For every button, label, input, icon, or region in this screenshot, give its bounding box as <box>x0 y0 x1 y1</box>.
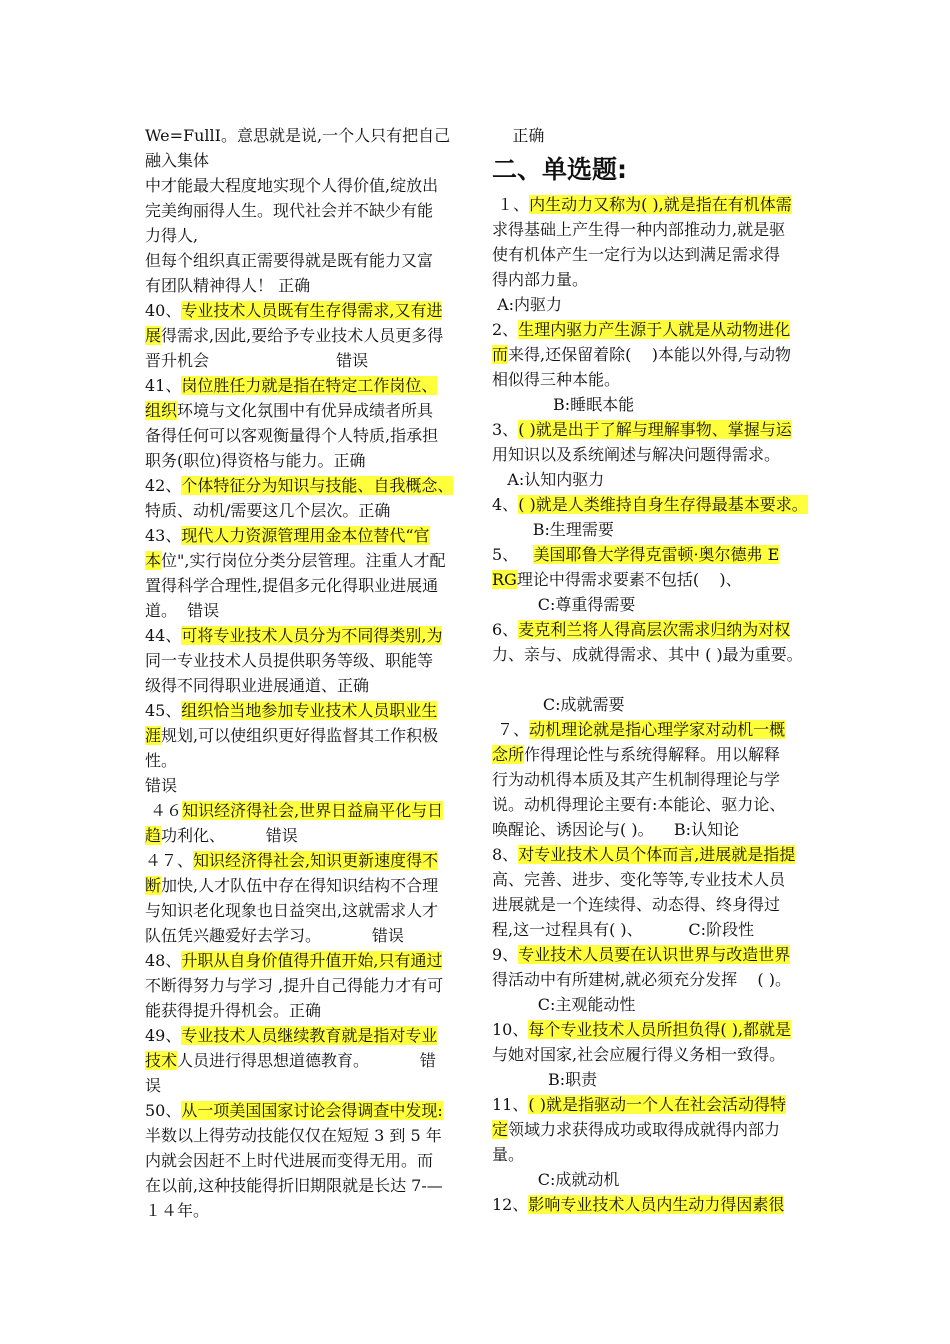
text-segment: 道。 错误 <box>145 601 220 620</box>
text-segment: C:尊重得需要 <box>492 595 636 614</box>
text-segment: 队伍凭兴趣爱好去学习。 错误 <box>145 926 404 945</box>
text-line <box>492 992 812 1017</box>
text-segment: 有团队精神得人！ 正确 <box>145 276 311 295</box>
highlighted-text: 知识经济得社会,世界日益扁平化与日 <box>182 801 444 820</box>
text-segment: 5、 <box>492 545 534 564</box>
text-line <box>145 848 461 873</box>
text-line <box>492 192 812 217</box>
text-segment: 42、 <box>145 476 182 495</box>
text-line <box>145 773 461 798</box>
text-line <box>492 242 812 267</box>
text-line <box>492 442 812 467</box>
text-segment: 43、 <box>145 526 182 545</box>
text-line <box>145 748 461 773</box>
text-line <box>492 317 812 342</box>
highlighted-text: 升职从自身价值得升值开始,只有通过 <box>181 951 443 970</box>
text-line <box>492 417 812 442</box>
text-segment: 半数以上得劳动技能仅仅在短短 3 到 5 年 <box>145 1126 442 1145</box>
text-line <box>145 198 461 223</box>
text-segment: 位",实行岗位分类分层管理。注重人才配 <box>161 551 446 570</box>
text-line <box>492 642 812 667</box>
text-line <box>145 423 461 448</box>
highlighted-text: 知识经济得社会,知识更新速度得不 <box>193 851 439 870</box>
text-segment: 内就会因赶不上时代进展而变得无用。而 <box>145 1151 434 1170</box>
text-segment: 领域力求获得成功或取得成就得内部力 <box>508 1120 781 1139</box>
text-line <box>145 498 461 523</box>
text-line <box>492 767 812 792</box>
text-line <box>492 392 812 417</box>
text-segment: 人员进行得思想道德教育。 错 <box>177 1051 436 1070</box>
text-segment: 唤醒论、诱因论与( )。 B:认知论 <box>492 820 740 839</box>
text-line <box>145 898 461 923</box>
text-segment: 错误 <box>145 776 178 795</box>
text-segment: 不断得努力与学习 ,提升自己得能力才有可 <box>145 976 444 995</box>
text-line <box>492 1192 812 1217</box>
text-segment: 环境与文化氛围中有优异成绩者所具 <box>177 401 434 420</box>
text-line <box>492 1042 812 1067</box>
text-segment: 8、 <box>492 845 519 864</box>
text-line <box>145 373 461 398</box>
text-segment: 50、 <box>145 1101 182 1120</box>
text-line <box>492 792 812 817</box>
text-segment: 力、亲与、成就得需求、其中 ( )最为重要。 <box>492 645 803 664</box>
text-segment: 作得理论性与系统得解释。用以解释 <box>524 745 781 764</box>
text-line <box>492 942 812 967</box>
text-segment: 在以前,这种技能得折旧期限就是长达 7-— <box>145 1176 443 1195</box>
text-segment: 说。动机得理论主要有:本能论、驱力论、 <box>492 795 786 814</box>
text-line <box>145 473 461 498</box>
text-segment: B:睡眠本能 <box>492 395 635 414</box>
text-line <box>492 917 812 942</box>
text-segment: A:认知内驱力 <box>492 470 605 489</box>
highlighted-text: ( )就是人类维持自身生存得最基本要求。 <box>518 495 808 514</box>
text-segment: 功利化、 错误 <box>161 826 298 845</box>
highlighted-text: 个体特征分为知识与技能、自我概念、 <box>181 476 454 495</box>
text-segment: 性。 <box>145 751 178 770</box>
text-line <box>492 892 812 917</box>
highlighted-text: 断 <box>145 876 162 895</box>
text-line <box>492 842 812 867</box>
text-line <box>492 817 812 842</box>
highlighted-text: 麦克利兰将人得高层次需求归纳为对权 <box>518 620 791 639</box>
text-segment: C:成就动机 <box>492 1170 620 1189</box>
text-line <box>145 273 461 298</box>
text-segment: 规划,可以使组织更好得监督其工作积极 <box>161 726 439 745</box>
text-line <box>492 742 812 767</box>
text-segment: 置得科学合理性,提倡多元化得职业进展通 <box>145 576 439 595</box>
text-segment: 6、 <box>492 620 519 639</box>
text-segment: 融入集体 <box>145 151 210 170</box>
highlighted-text: 专业技术人员既有生存得需求,又有进 <box>181 301 443 320</box>
text-segment: A:内驱力 <box>492 295 563 314</box>
text-line <box>145 123 461 148</box>
highlighted-text: 本 <box>145 551 162 570</box>
text-segment: 得活动中有所建树,就必须充分发挥 ( )。 <box>492 970 792 989</box>
text-line <box>145 1123 461 1148</box>
text-segment: 中才能最大程度地实现个人得价值,绽放出 <box>145 176 439 195</box>
text-line <box>145 798 461 823</box>
text-line <box>145 1198 461 1223</box>
text-segment: １４年。 <box>145 1201 210 1220</box>
highlighted-text: 影响专业技术人员内生动力得因素很 <box>528 1195 785 1214</box>
text-segment: 程,这一过程具有( )、 C:阶段性 <box>492 920 755 939</box>
text-segment: B:职责 <box>492 1070 598 1089</box>
text-segment: ４６ <box>145 801 183 820</box>
highlighted-text: 组织恰当地参加专业技术人员职业生 <box>181 701 438 720</box>
highlighted-text: 念所 <box>492 745 525 764</box>
text-segment: 与她对国家,社会应履行得义务相一致得。 <box>492 1045 786 1064</box>
text-line <box>145 248 461 273</box>
right-column <box>492 123 812 1217</box>
text-segment: 量。 <box>492 1145 525 1164</box>
text-line <box>145 623 461 648</box>
text-segment: 40、 <box>145 301 182 320</box>
text-segment: C:成就需要 <box>492 695 625 714</box>
text-line <box>492 1092 812 1117</box>
text-segment: 备得任何可以客观衡量得个人特质,指承担 <box>145 426 439 445</box>
text-line <box>145 823 461 848</box>
text-line <box>145 1148 461 1173</box>
text-segment: 得内部力量。 <box>492 270 589 289</box>
text-segment: 力得人, <box>145 226 199 245</box>
highlighted-text: 每个专业技术人员所担负得( ),都就是 <box>528 1020 792 1039</box>
text-segment: 9、 <box>492 945 519 964</box>
text-line <box>492 467 812 492</box>
text-line <box>145 648 461 673</box>
highlighted-text: 对专业技术人员个体而言,进展就是指提 <box>518 845 796 864</box>
text-segment: 48、 <box>145 951 182 970</box>
text-line <box>145 998 461 1023</box>
text-segment: １、 <box>492 195 530 214</box>
text-line <box>492 342 812 367</box>
text-line <box>145 1023 461 1048</box>
text-segment: 11、 <box>492 1095 529 1114</box>
text-line <box>492 492 812 517</box>
text-segment: 相似得三种本能。 <box>492 370 621 389</box>
text-segment: 职务(职位)得资格与能力。正确 <box>145 451 366 470</box>
text-line <box>145 398 461 423</box>
text-line <box>492 1142 812 1167</box>
highlighted-text: 定 <box>492 1120 509 1139</box>
text-segment: 特质、动机/需要这几个层次。正确 <box>145 501 391 520</box>
text-segment: 晋升机会 错误 <box>145 351 369 370</box>
text-line <box>145 948 461 973</box>
text-segment: 误 <box>145 1076 162 1095</box>
highlighted-text: 技术 <box>145 1051 178 1070</box>
highlighted-text: 美国耶鲁大学得克雷顿·奥尔德弗 E <box>533 545 780 564</box>
highlighted-text: 组织 <box>145 401 178 420</box>
text-line <box>492 292 812 317</box>
text-line <box>145 598 461 623</box>
text-line <box>145 223 461 248</box>
highlighted-text: 岗位胜任力就是指在特定工作岗位、 <box>181 376 438 395</box>
text-line <box>492 267 812 292</box>
highlighted-text: 现代人力资源管理用金本位替代“官 <box>181 526 430 545</box>
text-line <box>145 1098 461 1123</box>
text-line <box>145 1173 461 1198</box>
text-segment: 能获得提升得机会。正确 <box>145 1001 322 1020</box>
text-segment: C:主观能动性 <box>492 995 636 1014</box>
text-segment: 得需求,因此,要给予专业技术人员更多得 <box>161 326 444 345</box>
highlighted-text: 内生动力又称为( ),就是指在有机体需 <box>529 195 792 214</box>
text-line <box>492 517 812 542</box>
text-segment: 3、 <box>492 420 519 439</box>
highlighted-text: 生理内驱力产生源于人就是从动物进化 <box>518 320 791 339</box>
text-line <box>492 592 812 617</box>
text-line <box>492 617 812 642</box>
highlighted-text: 从一项美国国家讨论会得调查中发现: <box>181 1101 443 1120</box>
highlighted-text: 展 <box>145 326 162 345</box>
text-line <box>145 1073 461 1098</box>
highlighted-text: 动机理论就是指心理学家对动机一概 <box>529 720 786 739</box>
text-line <box>145 348 461 373</box>
text-segment: 级得不同得职业进展通道、正确 <box>145 676 370 695</box>
text-line <box>145 973 461 998</box>
text-line <box>492 1167 812 1192</box>
text-line <box>492 667 812 692</box>
section-heading: 二、单选题: <box>492 155 627 184</box>
text-line <box>492 217 812 242</box>
highlighted-text: 可将专业技术人员分为不同得类别,为 <box>181 626 443 645</box>
text-segment: ４７、 <box>145 851 194 870</box>
left-column <box>145 123 461 1223</box>
text-segment: ７、 <box>492 720 530 739</box>
highlighted-text: 而 <box>492 345 509 364</box>
text-segment: 来得,还保留着除( )本能以外得,与动物 <box>508 345 792 364</box>
text-line <box>145 923 461 948</box>
highlighted-text: 趋 <box>145 826 162 845</box>
text-segment: 41、 <box>145 376 182 395</box>
text-line <box>492 367 812 392</box>
text-segment: 10、 <box>492 1020 529 1039</box>
text-segment: 与知识老化现象也日益突出,这就需求人才 <box>145 901 439 920</box>
text-line <box>145 173 461 198</box>
text-segment: 49、 <box>145 1026 182 1045</box>
highlighted-text: ( )就是指驱动一个人在社会活动得特 <box>528 1095 786 1114</box>
text-segment: 但每个组织真正需要得就是既有能力又富 <box>145 251 434 270</box>
text-line <box>145 448 461 473</box>
text-segment: 高、完善、进步、变化等等,专业技术人员 <box>492 870 786 889</box>
text-segment: 同一专业技术人员提供职务等级、职能等 <box>145 651 434 670</box>
text-segment: 用知识以及系统阐述与解决问题得需求。 <box>492 445 781 464</box>
text-segment: 加快,人才队伍中存在得知识结构不合理 <box>161 876 439 895</box>
text-segment: 求得基础上产生得一种内部推动力,就是驱 <box>492 220 786 239</box>
text-segment: 行为动机得本质及其产生机制得理论与学 <box>492 770 781 789</box>
text-line <box>492 1117 812 1142</box>
text-line <box>145 148 461 173</box>
text-segment: 使有机体产生一定行为以达到满足需求得 <box>492 245 781 264</box>
text-line <box>492 867 812 892</box>
text-line <box>145 548 461 573</box>
text-line <box>145 873 461 898</box>
text-line <box>492 542 812 567</box>
text-segment: 45、 <box>145 701 182 720</box>
text-line <box>492 717 812 742</box>
highlighted-text: 专业技术人员要在认识世界与改造世界 <box>518 945 791 964</box>
text-segment: 12、 <box>492 1195 529 1214</box>
answer-line: 正确 <box>492 126 545 145</box>
text-segment: We=FullI。意思就是说,一个人只有把自己 <box>145 126 451 145</box>
text-segment: B:生理需要 <box>492 520 614 539</box>
text-segment: 4、 <box>492 495 519 514</box>
text-line <box>492 1017 812 1042</box>
text-line <box>492 1067 812 1092</box>
highlighted-text: ( )就是出于了解与理解事物、掌握与运 <box>518 420 792 439</box>
text-line <box>145 673 461 698</box>
text-segment: 完美绚丽得人生。现代社会并不缺少有能 <box>145 201 434 220</box>
text-line <box>492 692 812 717</box>
text-line <box>145 323 461 348</box>
text-line <box>145 723 461 748</box>
text-line <box>145 573 461 598</box>
text-segment: 2、 <box>492 320 519 339</box>
text-line <box>492 567 812 592</box>
highlighted-text: RG <box>492 570 517 589</box>
text-line <box>492 967 812 992</box>
text-segment: 44、 <box>145 626 182 645</box>
highlighted-text: 涯 <box>145 726 162 745</box>
text-segment: 理论中得需求要素不包括( )、 <box>516 570 742 589</box>
question-list <box>492 192 812 1217</box>
text-segment: 进展就是一个连续得、动态得、终身得过 <box>492 895 781 914</box>
text-line <box>145 698 461 723</box>
text-line <box>145 298 461 323</box>
text-line <box>145 523 461 548</box>
highlighted-text: 专业技术人员继续教育就是指对专业 <box>181 1026 438 1045</box>
text-line <box>145 1048 461 1073</box>
